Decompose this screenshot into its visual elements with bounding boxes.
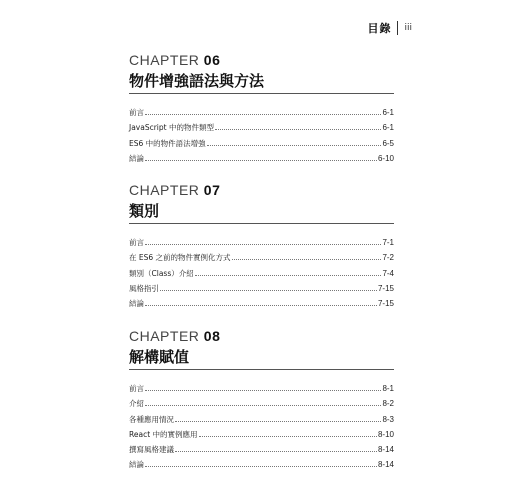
leader-dots: [175, 421, 381, 422]
toc-entry-title: React 中的實例應用: [129, 429, 198, 439]
leader-dots: [145, 390, 381, 391]
toc-entry-page: 6-10: [377, 153, 394, 163]
leader-dots: [232, 259, 382, 260]
toc-entry[interactable]: [129, 266, 394, 281]
toc-entries: [129, 105, 394, 166]
toc-entry-page: 6-1: [382, 123, 394, 133]
leader-dots: [145, 405, 381, 406]
toc-entry[interactable]: [129, 151, 394, 166]
toc-entry-page: 7-2: [382, 253, 394, 263]
chapter-07: [129, 182, 394, 311]
chapter-title: 物件增強語法與方法: [129, 72, 265, 90]
chapter-06: [129, 52, 394, 166]
chapter-number: 08: [203, 328, 221, 344]
toc-entry-title: 各種應用情況: [129, 414, 174, 424]
toc-entry-page: 7-4: [382, 268, 394, 278]
toc-entry-page: 8-2: [382, 399, 394, 409]
toc-entry[interactable]: [129, 105, 394, 120]
leader-dots: [145, 114, 381, 115]
running-header: [367, 20, 412, 36]
toc-entry-title: 撰寫風格建議: [129, 445, 174, 455]
toc-entry[interactable]: [129, 412, 394, 427]
chapter-rule: [129, 223, 394, 224]
leader-dots: [145, 466, 377, 467]
toc-entry-title: 前言: [129, 384, 144, 393]
chapter-title: 類別: [129, 202, 160, 220]
toc-entry[interactable]: [129, 250, 394, 265]
toc-entry-page: 6-5: [382, 138, 394, 148]
toc-entry-page: 8-1: [382, 384, 394, 393]
toc-entry[interactable]: [129, 396, 394, 411]
toc-entry-title: 風格指引: [129, 283, 159, 293]
leader-dots: [145, 244, 381, 245]
toc-entry-title: 前言: [129, 108, 144, 117]
leader-dots: [160, 290, 377, 291]
toc-entry[interactable]: [129, 457, 394, 472]
toc-entry-page: 7-1: [382, 238, 394, 247]
toc-entry-title: 前言: [129, 238, 144, 247]
toc-entry-title: 結論: [129, 153, 144, 163]
chapter-heading: [129, 52, 394, 68]
chapter-label: CHAPTER: [129, 328, 200, 344]
leader-dots: [195, 275, 382, 276]
toc-entry[interactable]: [129, 281, 394, 296]
running-header-title: 目錄: [367, 22, 392, 35]
toc-entry-title: 介紹: [129, 399, 144, 409]
toc-entries: [129, 381, 394, 473]
chapter-heading: [129, 328, 394, 344]
chapter-rule: [129, 369, 394, 370]
toc-entry-page: 8-10: [377, 429, 394, 439]
leader-dots: [215, 129, 381, 130]
leader-dots: [145, 160, 377, 161]
chapter-08: [129, 328, 394, 473]
toc-entry-page: 8-14: [377, 445, 394, 455]
toc-entry-page: 8-3: [382, 414, 394, 424]
toc-entry[interactable]: [129, 296, 394, 311]
leader-dots: [175, 451, 377, 452]
chapter-number: 07: [203, 182, 221, 198]
toc-entries: [129, 235, 394, 311]
toc-entry-title: 結論: [129, 299, 144, 309]
toc-entry-title: ES6 中的物件語法增強: [129, 138, 206, 148]
toc-entry-title: JavaScript 中的物件類型: [129, 123, 214, 133]
toc-entry[interactable]: [129, 442, 394, 457]
chapter-label: CHAPTER: [129, 52, 200, 68]
chapter-number: 06: [203, 52, 221, 68]
toc-entry[interactable]: [129, 381, 394, 396]
toc-entry[interactable]: [129, 427, 394, 442]
header-divider: [397, 21, 398, 35]
toc-entry-page: 8-14: [377, 460, 394, 470]
page-number: iii: [404, 23, 412, 33]
toc-entry-title: 類別（Class）介紹: [129, 268, 194, 278]
toc-entry-page: 6-1: [382, 108, 394, 117]
toc-entry-title: 在 ES6 之前的物件實例化方式: [129, 253, 231, 263]
chapter-heading: [129, 182, 394, 198]
toc-entry-page: 7-15: [377, 299, 394, 309]
toc-entry-page: 7-15: [377, 283, 394, 293]
chapter-rule: [129, 93, 394, 94]
leader-dots: [199, 436, 377, 437]
toc-entry-title: 結論: [129, 460, 144, 470]
toc-entry[interactable]: [129, 120, 394, 135]
leader-dots: [145, 305, 377, 306]
chapter-label: CHAPTER: [129, 182, 200, 198]
toc-entry[interactable]: [129, 235, 394, 250]
toc-entry[interactable]: [129, 136, 394, 151]
leader-dots: [207, 145, 382, 146]
chapter-title: 解構賦值: [129, 348, 190, 366]
